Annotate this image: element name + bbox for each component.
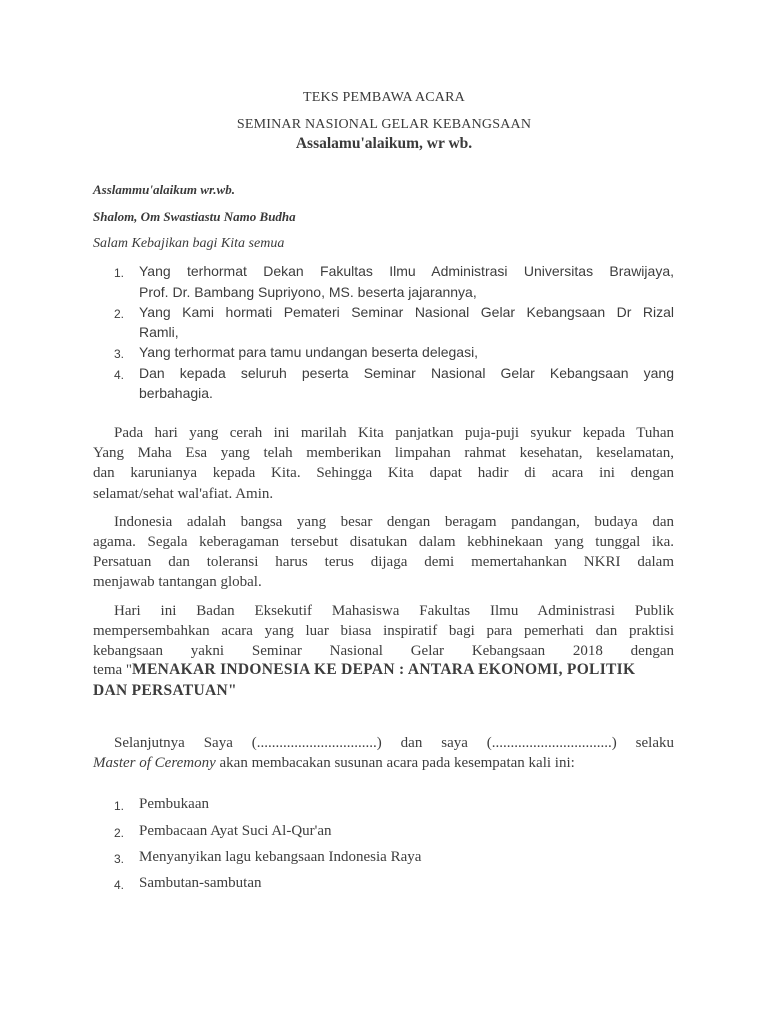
paragraph-line: Yang Maha Esa yang telah memberikan limpahan rahmat kesehatan, keselamatan, — [93, 445, 674, 461]
theme-prefix: tema " — [93, 662, 133, 678]
agenda-text: Sambutan-sambutan — [139, 875, 262, 891]
agenda-text: Pembukaan — [139, 796, 209, 812]
paragraph-line: kebangsaan yakni Seminar Nasional Gelar Kebangsaan 2018 dengan — [93, 643, 674, 659]
paragraph-line — [93, 754, 575, 772]
agenda-text: Pembacaan Ayat Suci Al-Qur'an — [139, 823, 332, 839]
list-text: Yang terhormat para tamu undangan beserta delegasi, — [139, 344, 479, 360]
opening-greeting: Assalamu'alaikum, wr wb. — [295, 135, 473, 152]
mc-rest: akan membacakan susunan acara pada kesempatan kali ini: — [215, 755, 575, 771]
mc-role: Master of Ceremony — [93, 755, 216, 771]
list-text: Yang terhormat Dekan Fakultas Ilmu Administrasi Universitas Brawijaya, — [139, 263, 674, 279]
paragraph-line: mempersembahkan acara yang luar biasa inspiratif bagi para pemerhati dan praktisi — [93, 623, 674, 639]
list-text: Yang Kami hormati Pemateri Seminar Nasional Gelar Kebangsaan Dr Rizal — [139, 304, 674, 320]
list-text: Ramli, — [139, 324, 179, 340]
paragraph-line: Indonesia adalah bangsa yang besar dengan beragam pandangan, budaya dan — [114, 514, 674, 530]
list-number: 2. — [114, 307, 125, 321]
list-number: 3. — [114, 347, 125, 361]
paragraph-line: agama. Segala keberagaman tersebut disatukan dalam kebhinekaan yang tunggal ika. — [93, 534, 674, 550]
paragraph-line: Pada hari yang cerah ini marilah Kita panjatkan puja-puji syukur kepada Tuhan — [114, 425, 674, 441]
paragraph-line: menjawab tantangan global. — [93, 574, 262, 590]
list-number: 4. — [114, 878, 125, 892]
list-number: 2. — [114, 826, 125, 840]
list-number: 1. — [114, 799, 125, 813]
paragraph-line: Selanjutnya Saya (................................) dan saya (................................) selaku — [114, 735, 674, 751]
paragraph-line: Hari ini Badan Eksekutif Mahasiswa Fakultas Ilmu Administrasi Publik — [114, 603, 674, 619]
list-text: Dan kepada seluruh peserta Seminar Nasional Gelar Kebangsaan yang — [139, 365, 674, 381]
salutation-general: Salam Kebajikan bagi Kita semua — [93, 236, 285, 251]
list-text: berbahagia. — [139, 385, 213, 401]
theme-title-cont: DAN PERSATUAN" — [93, 682, 237, 699]
list-text: Prof. Dr. Bambang Supriyono, MS. beserta jajarannya, — [139, 284, 477, 300]
salutation-interfaith: Shalom, Om Swastiastu Namo Budha — [93, 209, 296, 224]
salutation-islam: Asslammu'alaikum wr.wb. — [93, 182, 235, 197]
document-title: TEKS PEMBAWA ACARA — [303, 90, 465, 105]
agenda-text: Menyanyikan lagu kebangsaan Indonesia Raya — [139, 849, 422, 865]
paragraph-line: dan karunianya kepada Kita. Sehingga Kita dapat hadir di acara ini dengan — [93, 465, 674, 481]
theme-line — [93, 661, 635, 679]
theme-title: MENAKAR INDONESIA KE DEPAN : ANTARA EKONOMI, POLITIK — [132, 661, 636, 678]
document-subtitle: SEMINAR NASIONAL GELAR KEBANGSAAN — [236, 117, 532, 132]
list-number: 3. — [114, 852, 125, 866]
list-number: 1. — [114, 266, 125, 280]
paragraph-line: selamat/sehat wal'afiat. Amin. — [93, 486, 274, 502]
paragraph-line: Persatuan dan toleransi harus terus dijaga demi memertahankan NKRI dalam — [93, 554, 674, 570]
list-number: 4. — [114, 368, 125, 382]
